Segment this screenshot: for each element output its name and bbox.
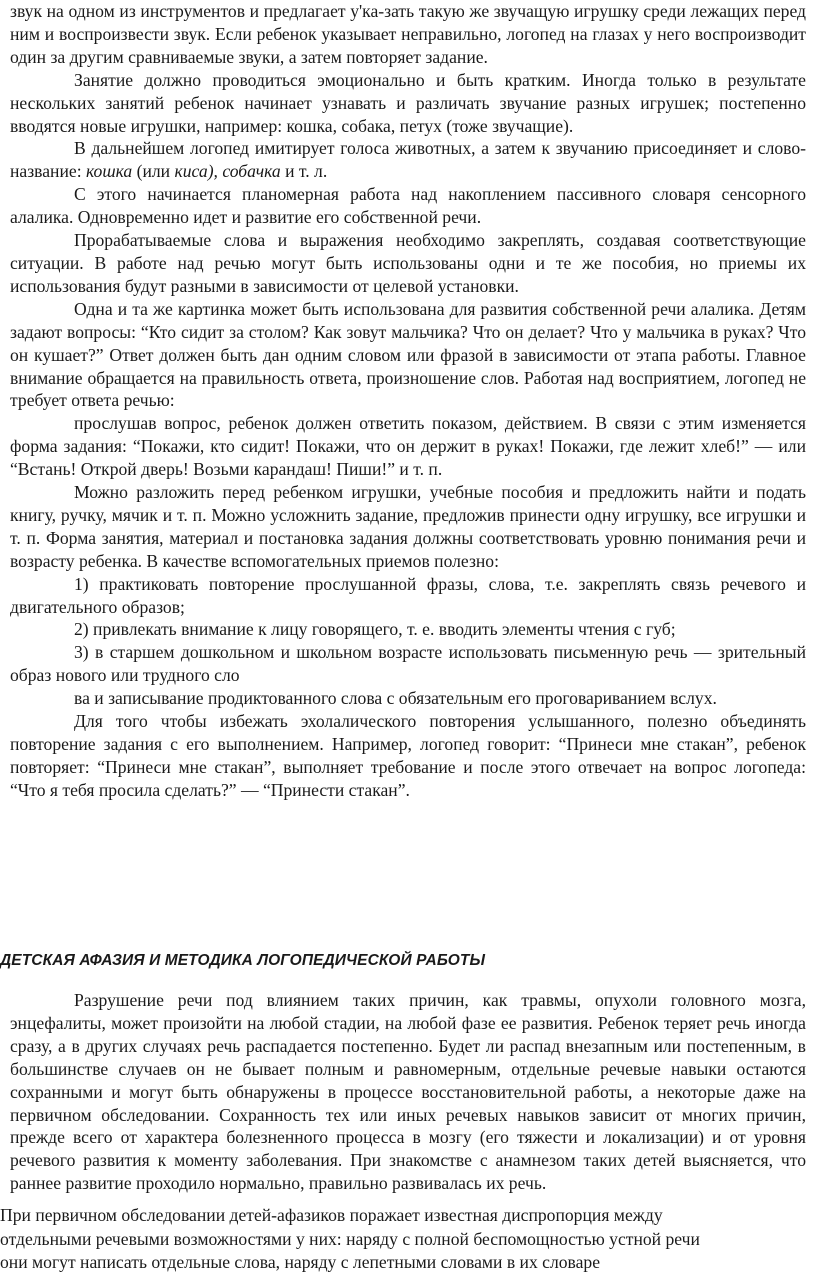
paragraph: прослушав вопрос, ребенок должен ответить показом, действием. В связи с этим изменяется форма задания: “Покажи, кто сидит! Покажи, что он держит в руках! Покажи, где лежит хлеб!” — или “Встань! Открой дверь! Возьми карандаш! Пиши!” и т. п. [10, 413, 806, 480]
paragraph-text: В дальнейшем логопед имитирует голоса животных, а затем к звучанию присоединяет и слово-название: [10, 138, 806, 182]
italic-word: кошка [86, 161, 133, 182]
paragraph: Разрушение речи под влиянием таких причин, как травмы, опухоли головного мозга, энцефалиты, может произойти на любой стадии, на любой фазе ее развития. Ребенок теряет речь иногда сразу, а в других случаях речь распадается постепенно. Будет ли распад внезапным или постепенным, в большинстве случаев он не бывает полным и равномерным, отдельные речевые навыки остаются сохранными и могут быть обнаружены в процессе восстановительной работы, а некоторые даже на первичном обследовании. Сохранность тех или иных речевых навыков зависит от многих причин, прежде всего от характера болезненного процесса в мозгу (его тяжести и локализации) и от уровня речевого развития к моменту заболевания. При знакомстве с анамнезом таких детей выясняется, что раннее развитие проходило нормально, правильно развивалась их речь. [10, 990, 806, 1194]
text-line: При первичном обследовании детей-афазиков поражает известная диспропорция между [0, 1205, 663, 1225]
list-item: 3) в старшем дошкольном и школьном возрасте использовать письменную речь — зрительный образ нового или трудного сло [10, 642, 806, 686]
paragraph: Прорабатываемые слова и выражения необходимо закреплять, создавая соответствующие ситуации. В работе над речью могут быть использованы одни и те же пособия, но приемы их использования будут разными в зависимости от целевой установки. [10, 230, 806, 296]
paragraph: ва и записывание продиктованного слова с обязательным его проговариванием вслух. [74, 688, 717, 709]
body-text-top [10, 0, 806, 802]
body-text-tail [0, 1204, 790, 1275]
list-item: 2) привлекать внимание к лицу говорящего, т. е. вводить элементы чтения с губ; [74, 619, 676, 640]
body-text-section [10, 989, 806, 1195]
list-item: 1) практиковать повторение прослушанной фразы, слова, т.е. закреплять связь речевого и двигательного образов; [10, 573, 806, 617]
paragraph: Можно разложить перед ребенком игрушки, учебные пособия и предложить найти и подать книгу, ручку, мячик и т. п. Можно усложнить задание, предложив принести одну игрушку, все игрушки и т. п. Форма занятия, материал и постановка задания должны соответствовать уровню понимания речи и возрасту ребенка. В качестве вспомогательных приемов полезно: [10, 482, 806, 571]
paragraph-text: (или [132, 161, 175, 182]
section-heading: ДЕТСКАЯ АФАЗИЯ И МЕТОДИКА ЛОГОПЕДИЧЕСКОЙ РАБОТЫ [0, 952, 486, 969]
paragraph-text: и т. л. [280, 161, 328, 182]
paragraph: С этого начинается планомерная работа над накоплением пассивного словаря сенсорного алалика. Одновременно идет и развитие его собственной речи. [10, 184, 806, 228]
paragraph: Для того чтобы избежать эхолалического повторения услышанного, полезно объединять повторение задания с его выполнением. Например, логопед говорит: “Принеси мне стакан”, ребенок повторяет: “Принеси мне стакан”, выполняет требование и после этого отвечает на вопрос логопеда: “Что я тебя просила сделать?” — “Принести стакан”. [10, 711, 806, 800]
text-line: они могут написать отдельные слова, наряду с лепетными словами в их словаре [0, 1252, 601, 1272]
italic-word: киса), собачка [174, 161, 281, 182]
paragraph: звук на одном из инструментов и предлагает у'ка-зать такую же звучащую игрушку среди лежащих перед ним и воспроизвести звук. Если ребенок указывает неправильно, логопед на глазах у него воспроизводит один за другим сравниваемые звуки, а затем повторяет задание. [10, 1, 806, 67]
text-line: отдельными речевыми возможностями у них: наряду с полной беспомощностью устной речи [0, 1228, 700, 1249]
paragraph: Одна и та же картинка может быть использована для развития собственной речи алалика. Детям задают вопросы: “Кто сидит за столом? Как зовут мальчика? Что он делает? Что у мальчика в руках? Что он кушает?” Ответ должен быть дан одним словом или фразой в зависимости от этапа работы. Главное внимание обращается на правильность ответа, произношение слов. Работая над восприятием, логопед не требует ответа речью: [10, 298, 806, 411]
paragraph: Занятие должно проводиться эмоционально и быть кратким. Иногда только в результате нескольких занятий ребенок начинает узнавать и различать звучание разных игрушек; постепенно вводятся новые игрушки, например: кошка, собака, петух (тоже звучащие). [10, 69, 806, 136]
paragraph [10, 137, 806, 183]
